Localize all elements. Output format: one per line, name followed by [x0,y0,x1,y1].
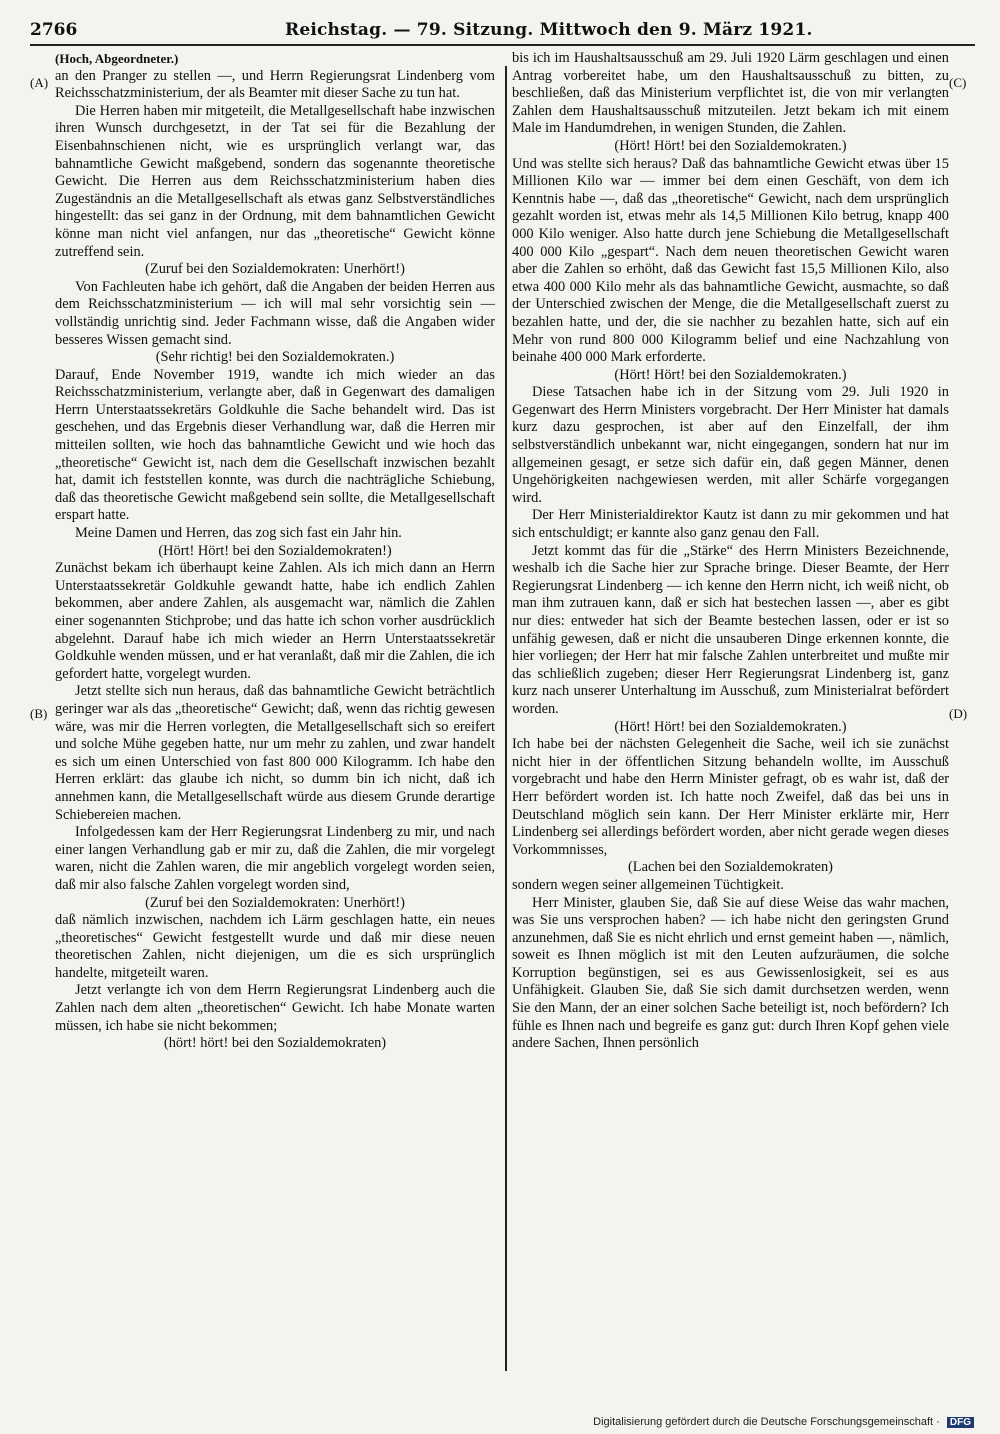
interjection: (Sehr richtig! bei den Sozialdemokraten.) [155,349,395,366]
margin-marker-b: (B) [30,706,48,721]
interjection: (Hört! Hört! bei den Sozialdemokraten.) [614,137,847,154]
interjection: (Zuruf bei den Sozialdemokraten: Unerhört!) [145,894,405,911]
header-rule [30,44,975,46]
paragraph: Von Fachleuten habe ich gehört, daß die Angaben der beiden Herren aus dem Reichsschatzministerium — ich will mal sehr vorsichtig sein — vollständig unrichtig sind. Jeder Fachmann wisse, daß die Angaben wider besseres Wissen gemacht sind. [55,278,495,348]
page-header [30,14,975,44]
left-column [55,50,495,1053]
speaker-label: (Hoch, Abgeordneter.) [55,51,179,66]
margin-marker-c: (C) [949,75,967,90]
paragraph: an den Pranger zu stellen —, und Herrn Regierungsrat Lindenberg vom Reichsschatzministerium, der als Beamter mit dieser Sache zu tun hat. [55,67,495,102]
paragraph: Diese Tatsachen habe ich in der Sitzung vom 29. Juli 1920 in Gegenwart des Herrn Ministers vorgebracht. Der Herr Minister hat damals kurz dazu gesprochen, ist aber auf den Einzelfall, der ihm selbstverständlich unbekannt war, nicht eingegangen, sondern hat nur im allgemeinen gesagt, er setze sich dafür ein, daß gegen Männer, denen Ungehörigkeiten nachgewiesen werden, mit aller Schärfe vorgegangen wird. [512,384,949,506]
paragraph: daß nämlich inzwischen, nachdem ich Lärm geschlagen hatte, ein neues „theoretisches“ Gewicht festgestellt wurde und daß mir diese neuen theoretischen Zahlen, nicht diejenigen, um die es sich ursprünglich handelte, mitgeteilt waren. [55,912,495,981]
running-title: Reichstag. — 79. Sitzung. Mittwoch den 9. März 1921. [285,20,813,40]
paragraph: Meine Damen und Herren, das zog sich fast ein Jahr hin. [75,525,402,542]
page-number: 2766 [30,20,78,40]
margin-marker-a: (A) [30,75,49,90]
interjection: (Hört! Hört! bei den Sozialdemokraten!) [158,542,392,559]
interjection: (Hört! Hört! bei den Sozialdemokraten.) [614,366,847,383]
paragraph: sondern wegen seiner allgemeinen Tüchtigkeit. [512,876,784,893]
footer-credit [593,1416,974,1428]
paragraph: Jetzt kommt das für die „Stärke“ des Herrn Ministers Bezeichnende, weshalb ich die Sache hier zur Sprache bringe. Dieser Beamte, der Herr Regierungsrat Lindenberg — ich kenne den Herrn nicht, ich weiß nicht, ob man ihm zutrauen kann, daß er sich hat bestechen lassen —, aber es gibt nur dies: entweder hat sich der Beamte bestechen lassen, oder er ist so unfähig gewesen, daß er nicht die unsauberen Dinge erkennen konnte, die hier vorliegen; der Herr hat mir falsche Zahlen unterbreitet und mußte mir das schließlich zugeben; dieser Herr Regierungsrat Lindenberg ist, ganz kurz nach unserer Unterhaltung im Ausschuß, zum Ministerialrat befördert worden. [512,542,949,717]
interjection: (Hört! Hört! bei den Sozialdemokraten.) [614,718,847,735]
interjection: (hört! hört! bei den Sozialdemokraten) [163,1035,387,1052]
paragraph: Ich habe bei der nächsten Gelegenheit die Sache, weil ich sie zunächst nicht hier in der öffentlichen Sitzung behandeln wollte, im Ausschuß vorgebracht und habe den Herrn Minister gefragt, ob es wahr ist, daß der Herr befördert worden ist. Ich hatte noch Zweifel, daß das bei uns in Deutschland möglich sein kann. Der Herr Minister erklärte mir, Herr Lindenberg sei allerdings befördert worden, aber nicht gerade wegen dieses Vorkommnisses, [512,736,949,858]
paragraph: Die Herren haben mir mitgeteilt, die Metallgesellschaft habe inzwischen ihren Wunsch durchgesetzt, in der Tat sei für die Bezahlung der Eisenbahnschienen nicht, wie es ursprünglich verlangt war, das bahnamtliche Gewicht maßgebend, sondern das sogenannte theoretische Gewicht. Die Herren aus dem Reichsschatzministerium haben dies Zugeständnis an die Metallgesellschaft als etwas ganz Selbstverständliches hingestellt: das sei ganz in der Ordnung, mit dem bahnamtlichen Gewicht könne man nicht viel anfangen, nur das „theoretische“ Gewicht könne zutreffend sein. [55,102,495,260]
paragraph: Herr Minister, glauben Sie, daß Sie auf diese Weise das wahr machen, was Sie uns versprochen haben? — ich habe nicht den geringsten Grund anzunehmen, daß Sie es nicht ehrlich und ernst gemeint haben —, nämlich, soweit es Ihnen möglich ist mit den Leuten aufzuräumen, die solche Korruption begünstigen, sei es aus Gewissenlosigkeit, sei es aus Unfähigkeit. Glauben Sie, daß Sie sich damit durchsetzen werden, wenn Sie den Mann, der an einer solchen Sache beteiligt ist, noch befördern? Ich fühle es Ihnen nach und begreife es ganz gut: durch Ihren Kopf gehen viele andere Sachen, Ihnen persönlich [512,894,949,1052]
paragraph: Darauf, Ende November 1919, wandte ich mich wieder an das Reichsschatzministerium, verlangte aber, daß in Gegenwart des damaligen Herrn Unterstaatssekretärs Goldkuhle die Sache behandelt wird. Das ist geschehen, und das Ergebnis dieser Verhandlung war, daß die Herren mir mitteilen sollten, wie hoch das bahnamtliche Gewicht und wie hoch das „theoretische“ Gewicht ist, nach dem die Gesellschaft inzwischen bezahlt hat, damit ich feststellen konnte, was durch die nachträgliche Schiebung, daß das theoretische Gewicht maßgebend sein sollte, die Metallgesellschaft erspart hatte. [55,366,495,524]
paragraph: Und was stellte sich heraus? Daß das bahnamtliche Gewicht etwas über 15 Millionen Kilo war — immer bei dem einen Geschäft, von dem ich Kenntnis habe —, daß das „theoretische“ Gewicht, nach dem ursprünglich gezahlt worden ist, etwas mehr als 14,5 Millionen Kilo betrug, knapp 400 000 Kilo weniger. Also hatte durch jene Schiebung die Metallgesellschaft 400 000 Kilo „gespart“. Nach dem neuen theoretischen Gewicht waren aber die Zahlen so erhöht, daß das Gewicht fast 15,5 Millionen Kilo, also etwa 400 000 Kilo mehr als das bahnamtliche Gewicht, ausmachte, so daß der Unterschied zwischen der Menge, die die Metallgesellschaft zuerst zu bezahlen hatte, und der, die sie nachher zu bezahlen hatte, sich auf ein Mehr von rund 800 000 Kilogramm belief und eine Nachzahlung von beinahe 400 000 Mark erforderte. [512,155,949,366]
paragraph: Zunächst bekam ich überhaupt keine Zahlen. Als ich mich dann an Herrn Unterstaatssekretär Goldkuhle gewandt hatte, habe ich endlich Zahlen bekommen, aber andere Zahlen, als ausgemacht war, nämlich die Zahlen einer sogenannten Stichprobe; und das hatte ich schon vorher ausdrücklich abgelehnt. Darauf habe ich mich wieder an Herrn Unterstaatssekretär Goldkuhle wenden müssen, und er hat veranlaßt, daß mir die Zahlen, die ich gefordert hatte, vorgelegt wurden. [55,560,495,682]
dfg-logo: DFG [947,1417,974,1428]
paragraph: Infolgedessen kam der Herr Regierungsrat Lindenberg zu mir, und nach einer langen Verhandlung gab er mir zu, daß die Zahlen, die mir vorgelegt waren, nicht die Zahlen waren, die mir angeblich vorgelegt worden seien, daß mir also falsche Zahlen vorgelegt worden sind, [55,824,495,893]
paragraph: Jetzt stellte sich nun heraus, daß das bahnamtliche Gewicht beträchtlich geringer war als das „theoretische“ Gewicht; daß, wenn das richtig gewesen wäre, was mir die Herren vorlegten, die Metallgesellschaft sich so ereifert und solche Mühe gegeben hatte, nur um mehr zu zahlen, und zwar handelt es sich um einen Unterschied von fast 800 000 Kilogramm. Ich habe den Herren erklärt: das glaube ich nicht, so dumm bin ich nicht, daß ich annehmen kann, die Metallgesellschaft würde aus diesem Grunde derartige Schiebereien machen. [55,683,495,823]
interjection: (Zuruf bei den Sozialdemokraten: Unerhört!) [145,261,405,278]
paragraph: Der Herr Ministerialdirektor Kautz ist dann zu mir gekommen und hat sich entschuldigt; er kannte also ganz genau den Fall. [512,507,949,542]
interjection: (Lachen bei den Sozialdemokraten) [628,859,833,876]
column-divider [505,66,507,1371]
paragraph: Jetzt verlangte ich von dem Herrn Regierungsrat Lindenberg auch die Zahlen nach dem alten „theoretischen“ Gewicht. Ich habe Monate warten müssen, ich habe sie nicht bekommen; [55,982,495,1034]
footer-text: Digitalisierung gefördert durch die Deutsche Forschungsgemeinschaft · [593,1416,940,1428]
paragraph: bis ich im Haushaltsausschuß am 29. Juli 1920 Lärm geschlagen und einen Antrag vorbereitet habe, um den Haushaltsausschuß zu bitten, zu beschließen, daß das Ministerium verpflichtet ist, die von mir verlangten Zahlen dem Haushaltsausschuß mitzuteilen. Jetzt bekam ich mit einem Male im Handumdrehen, in wenigen Stunden, die Zahlen. [512,50,949,137]
margin-marker-d: (D) [949,706,968,721]
right-column [512,50,949,1053]
